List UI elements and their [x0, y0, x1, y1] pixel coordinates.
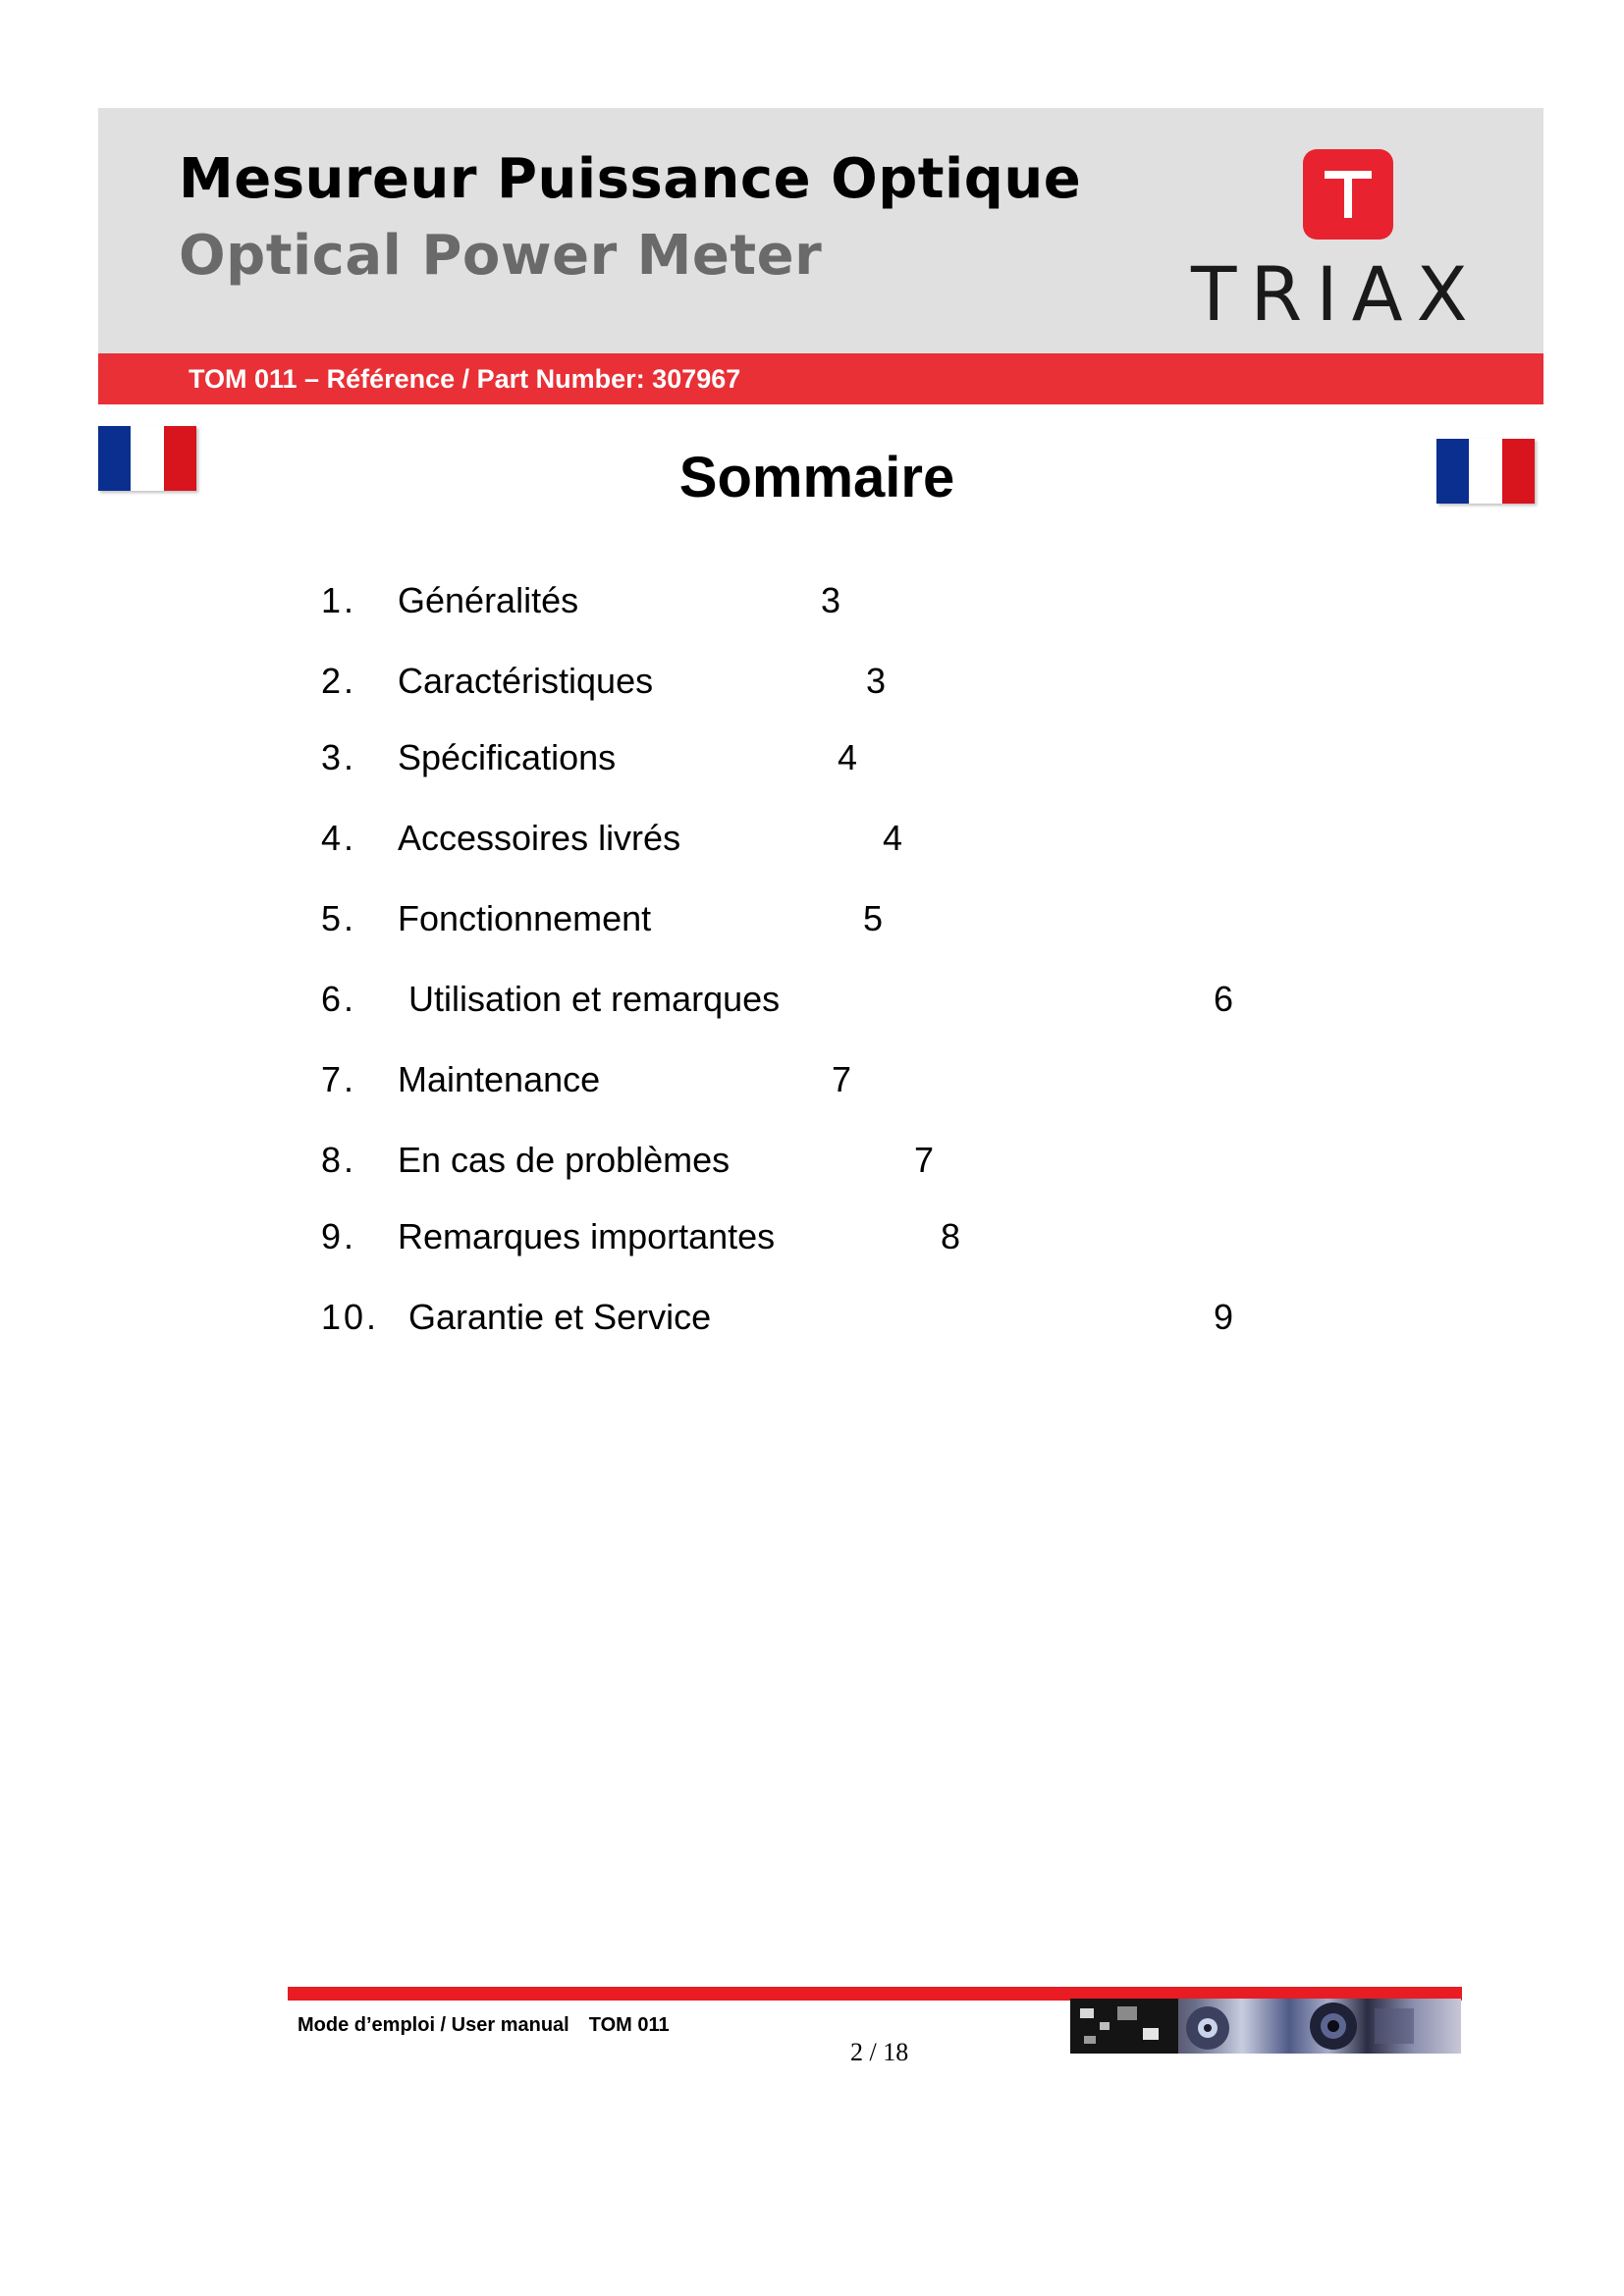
toc-item-label: Utilisation et remarques [408, 979, 781, 1019]
document-title-en: Optical Power Meter [179, 224, 823, 288]
toc-item-number: 10. [321, 1297, 380, 1337]
toc-item-number: 7. [321, 1059, 357, 1099]
toc-item-label: Fonctionnement [398, 898, 652, 938]
toc-item-label: Accessoires livrés [398, 818, 681, 858]
toc-item-label: Remarques importantes [398, 1216, 776, 1256]
page-counter: 2 / 18 [850, 2038, 909, 2066]
toc-item-label: Spécifications [398, 737, 617, 777]
toc-item-page: 7 [914, 1140, 935, 1180]
toc-item-page: 3 [821, 580, 841, 620]
toc-item-number: 5. [321, 898, 357, 938]
toc-item-label: En cas de problèmes [398, 1140, 731, 1180]
toc-item-number: 6. [321, 979, 357, 1019]
toc-item-number: 3. [321, 737, 357, 777]
toc-item-page: 6 [1214, 979, 1234, 1019]
footer-image-strip [1070, 1999, 1461, 2054]
summary-title: Sommaire [678, 446, 955, 509]
footer-model: TOM 011 [588, 2014, 670, 2036]
toc-item-label: Généralités [398, 580, 579, 620]
document-title-fr: Mesureur Puissance Optique [179, 147, 1082, 211]
toc-item-page: 9 [1214, 1297, 1234, 1337]
brand-name: TRIAX [1191, 250, 1482, 338]
toc-item-label: Caractéristiques [398, 661, 654, 701]
toc-item-number: 2. [321, 661, 357, 701]
part-number: TOM 011 – Référence / Part Number: 307967 [189, 364, 741, 394]
toc-item-page: 5 [863, 898, 884, 938]
footer-manual-text: Mode d’emploi / User manual [298, 2014, 569, 2036]
toc-item-label: Garantie et Service [408, 1297, 712, 1337]
toc-item-page: 4 [883, 818, 903, 858]
toc-item-page: 4 [838, 737, 858, 777]
toc-item-number: 1. [321, 580, 357, 620]
toc-item-number: 4. [321, 818, 357, 858]
toc-item-number: 8. [321, 1140, 357, 1180]
toc-item-number: 9. [321, 1216, 357, 1256]
footer-manual-label [298, 2014, 670, 2037]
toc-item-page: 3 [866, 661, 887, 701]
triax-logo-icon [1303, 149, 1393, 240]
toc-item-page: 7 [832, 1059, 852, 1099]
toc-item-label: Maintenance [398, 1059, 601, 1099]
toc-item-page: 8 [941, 1216, 961, 1256]
